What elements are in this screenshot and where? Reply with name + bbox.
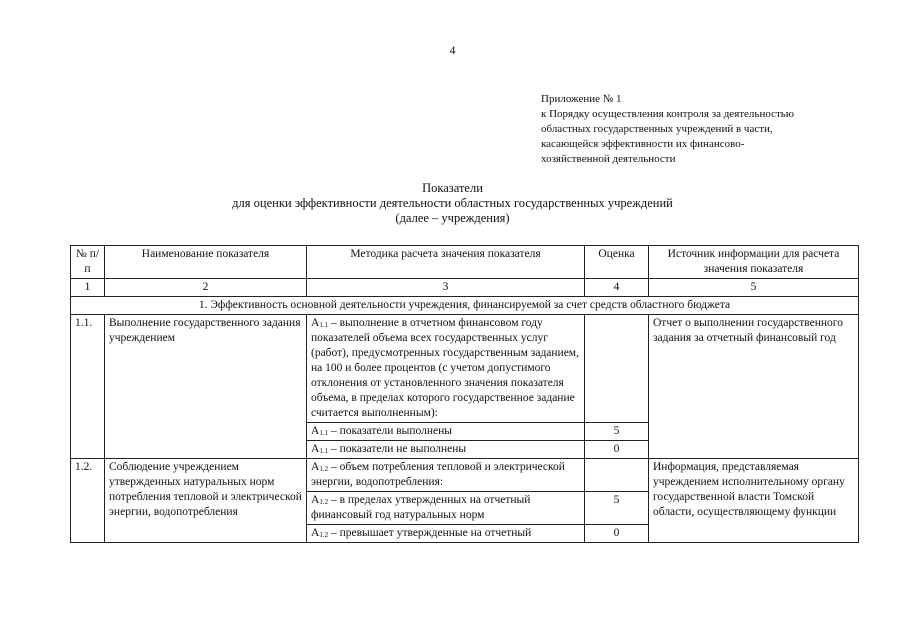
page-number: 4 <box>449 43 456 57</box>
header-method: Методика расчета значения показателя <box>307 246 585 279</box>
score-value: 0 <box>585 441 649 459</box>
appendix-line: касающейся эффективности их финансово- <box>541 138 745 150</box>
document-title <box>0 181 905 226</box>
section-row <box>71 297 859 315</box>
indicators-table <box>70 245 859 543</box>
score-cell <box>585 459 649 492</box>
title-line: Показатели <box>422 181 483 195</box>
appendix-line: областных государственных учреждений в части, <box>541 123 773 135</box>
table-row <box>71 315 859 423</box>
section-title: 1. Эффективность основной деятельности учреждения, финансируемой за счет средств областного бюджета <box>71 297 859 315</box>
column-number: 5 <box>649 279 859 297</box>
score-value: 5 <box>585 492 649 525</box>
info-source: Информация, представляемая учреждением исполнительному органу государственной власти Томской области, осуществляющему функции <box>649 459 859 543</box>
score-value: 0 <box>585 525 649 543</box>
row-number: 1.2. <box>71 459 105 543</box>
header-num: № п/п <box>71 246 105 279</box>
appendix-line: хозяйственной деятельности <box>541 153 676 165</box>
method-option: $A_{1.1}$ – показатели не выполнены <box>307 441 585 459</box>
method-description: $A_{1.1}$ – выполнение в отчетном финансовом году показателей объема всех государственных услуг (работ), предусмотренных государственным заданием, на 100 и более процентов (с учетом допустимого отклонения от установленного значения показателя объема, в пределах которого государственное задание считается выполненным): <box>307 315 585 423</box>
header-source: Источник информации для расчета значения показателя <box>649 246 859 279</box>
score-cell <box>585 315 649 423</box>
column-numbers-row <box>71 279 859 297</box>
method-description: $A_{1.2}$ – объем потребления тепловой и электрической энергии, водопотребления: <box>307 459 585 492</box>
column-number: 4 <box>585 279 649 297</box>
appendix-line: Приложение № 1 <box>541 93 622 105</box>
header-score: Оценка <box>585 246 649 279</box>
indicator-name: Выполнение государственного задания учреждением <box>105 315 307 459</box>
method-option: $A_{1.1}$ – показатели выполнены <box>307 423 585 441</box>
header-name: Наименование показателя <box>105 246 307 279</box>
method-option: $A_{1.2}$ – в пределах утвержденных на отчетный финансовый год натуральных норм <box>307 492 585 525</box>
appendix-line: к Порядку осуществления контроля за деятельностью <box>541 108 795 120</box>
table-row <box>71 459 859 492</box>
table-header-row <box>71 246 859 279</box>
appendix-note <box>541 92 843 167</box>
method-option: $A_{1.2}$ – превышает утвержденные на отчетный <box>307 525 585 543</box>
info-source: Отчет о выполнении государственного задания за отчетный финансовый год <box>649 315 859 459</box>
column-number: 2 <box>105 279 307 297</box>
title-line: для оценки эффективности деятельности областных государственных учреждений <box>232 196 673 210</box>
row-number: 1.1. <box>71 315 105 459</box>
score-value: 5 <box>585 423 649 441</box>
column-number: 3 <box>307 279 585 297</box>
indicator-name: Соблюдение учреждением утвержденных натуральных норм потребления тепловой и электрической энергии, водопотребления <box>105 459 307 543</box>
title-line: (далее – учреждения) <box>395 211 510 225</box>
column-number: 1 <box>71 279 105 297</box>
